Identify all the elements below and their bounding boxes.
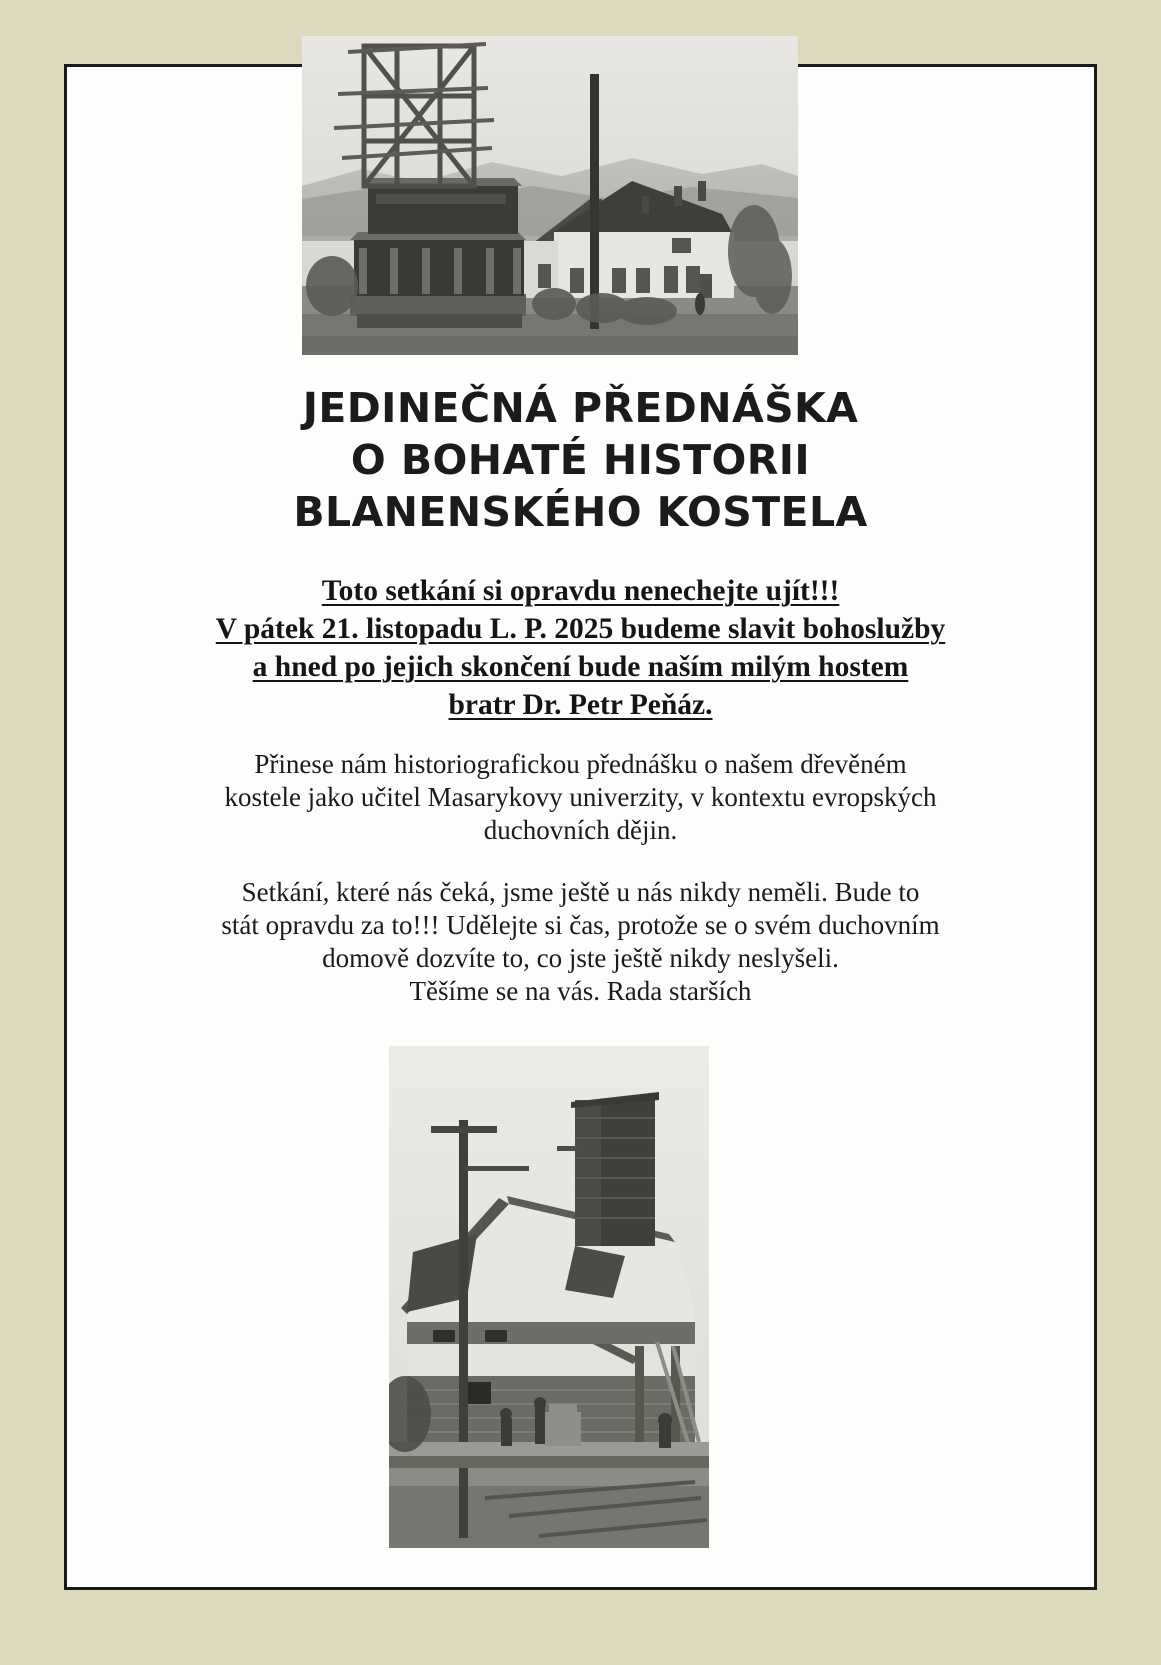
page-title bbox=[84, 382, 1077, 538]
paragraph1-line-2: kostele jako učitel Masarykovy univerzity, v kontextu evropských bbox=[224, 782, 937, 812]
photo-bottom-graphic bbox=[389, 1046, 709, 1548]
body-paragraph-2 bbox=[84, 876, 1077, 1008]
headline-line-1: JEDINEČNÁ PŘEDNÁŠKA bbox=[302, 384, 859, 432]
lead-paragraph bbox=[84, 572, 1077, 724]
historic-church-photo-bottom bbox=[389, 1046, 709, 1548]
paragraph2-line-2: stát opravdu za to!!! Udělejte si čas, protože se o svém duchovním bbox=[221, 910, 940, 940]
lead-line-3: a hned po jejich skončení bude naším milým hostem bbox=[252, 651, 909, 683]
paragraph2-line-1: Setkání, které nás čeká, jsme ještě u nás nikdy neměli. Bude to bbox=[241, 877, 920, 907]
body-paragraph-1 bbox=[84, 748, 1077, 847]
headline-line-2: O BOHATÉ HISTORII bbox=[350, 436, 811, 484]
paragraph1-line-1: Přinese nám historiografickou přednášku o našem dřevěném bbox=[254, 749, 907, 779]
lead-line-4: bratr Dr. Petr Peňáz. bbox=[448, 689, 713, 721]
lead-line-1: Toto setkání si opravdu nenechejte ujít!!! bbox=[321, 575, 840, 607]
lead-line-2: V pátek 21. listopadu L. P. 2025 budeme slavit bohoslužby bbox=[215, 613, 946, 645]
historic-church-photo-top bbox=[302, 36, 798, 355]
paragraph2-line-4: Těšíme se na vás. Rada starších bbox=[409, 976, 752, 1006]
paragraph2-line-3: domově dozvíte to, co jste ještě nikdy neslyšeli. bbox=[322, 943, 839, 973]
paragraph1-line-3: duchovních dějin. bbox=[483, 815, 678, 845]
lead-row-4 bbox=[84, 686, 1077, 724]
photo-top-graphic bbox=[302, 36, 798, 355]
lead-row-2 bbox=[84, 610, 1077, 648]
headline-line-3: BLANENSKÉHO KOSTELA bbox=[293, 488, 868, 536]
lead-row-3 bbox=[84, 648, 1077, 686]
lead-row-1 bbox=[84, 572, 1077, 610]
